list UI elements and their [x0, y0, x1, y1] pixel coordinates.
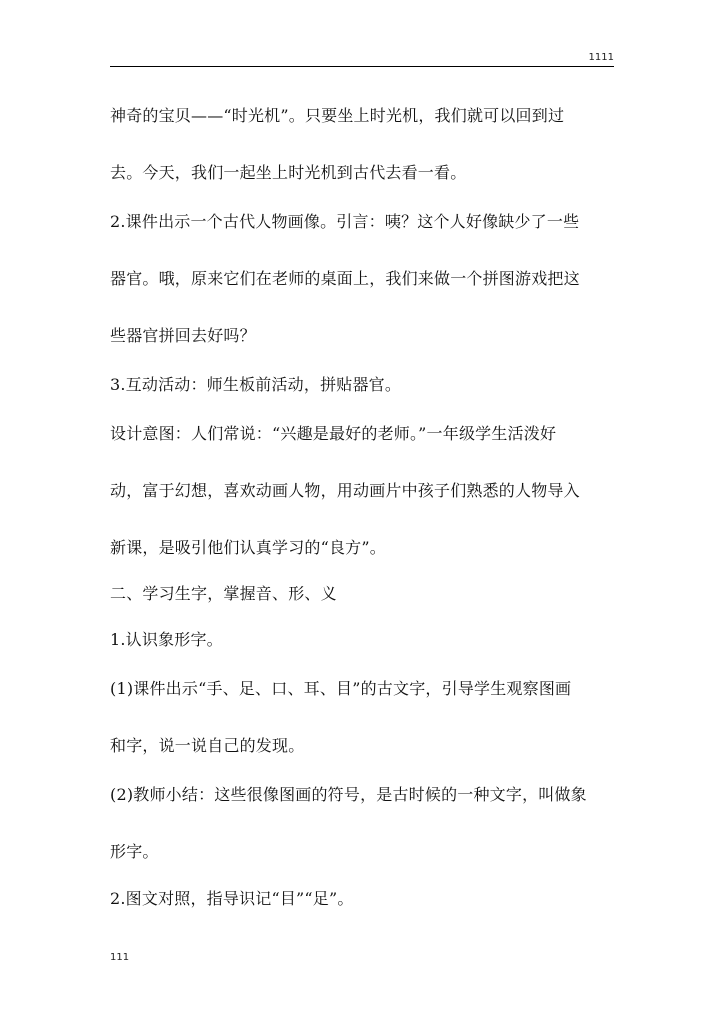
header-page-number: 1111 [588, 52, 614, 63]
footer-page-number: 111 [110, 952, 130, 963]
text-line: 神奇的宝贝——“时光机”。只要坐上时光机，我们就可以回到过 [110, 106, 565, 125]
header-divider [110, 66, 614, 67]
text-line: 些器官拼回去好吗？ [110, 326, 256, 345]
text-line: (2)教师小结：这些很像图画的符号，是古时候的一种文字，叫做象 [110, 785, 587, 804]
text-line: 器官。哦，原来它们在老师的桌面上，我们来做一个拼图游戏把这 [110, 269, 580, 288]
text-line: (1)课件出示“手、足、口、耳、目”的古文字，引导学生观察图画 [110, 679, 572, 698]
text-line: 设计意图：人们常说：“兴趣是最好的老师。”一年级学生活泼好 [110, 424, 557, 443]
text-line: 去。今天，我们一起坐上时光机到古代去看一看。 [110, 163, 467, 182]
section-heading: 二、学习生字，掌握音、形、义 [110, 584, 337, 603]
text-line: 3.互动活动：师生板前活动，拼贴器官。 [110, 375, 402, 394]
text-line: 2.课件出示一个古代人物画像。引言：咦？这个人好像缺少了一些 [110, 212, 580, 231]
text-line: 和字，说一说自己的发现。 [110, 736, 305, 755]
text-line: 2.图文对照，指导识记“目”“足”。 [110, 889, 354, 908]
text-line: 动，富于幻想，喜欢动画人物，用动画片中孩子们熟悉的人物导入 [110, 481, 580, 500]
text-line: 形字。 [110, 842, 159, 861]
text-line: 1.认识象形字。 [110, 630, 223, 649]
text-line: 新课，是吸引他们认真学习的“良方”。 [110, 538, 386, 557]
